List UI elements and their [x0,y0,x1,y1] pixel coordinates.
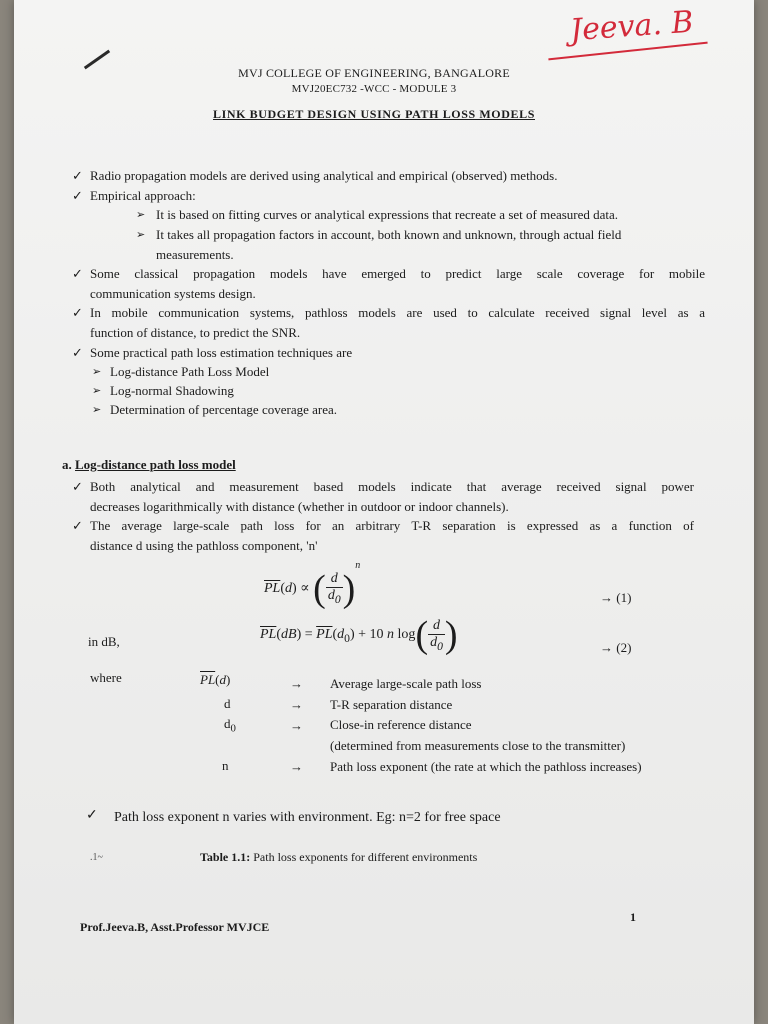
bullet-2: Empirical approach: [90,188,196,203]
arrow-bullet-icon: ➢ [92,404,102,416]
equation-1: $\overline{PL}(d)$ ∝ ( $\frac{d}{d_0}$ )$^n$ [264,560,361,610]
document-page [14,0,754,1024]
section-prefix: a. [62,457,72,472]
arrow-icon: → [290,676,303,691]
bullet-2b-line2: measurements. [156,247,234,262]
section-bullet-1-line1: Both analytical and measurement based models indicate that average received signal power [90,479,694,494]
section-heading [62,457,236,473]
arrow-bullet-icon: ➢ [92,385,102,397]
symbol-d0: $d_0$ [224,716,236,735]
def-d0-note: (determined from measurements close to the transmitter) [330,738,626,753]
in-db-label: in dB, [88,634,120,649]
page-number: 1 [630,910,636,924]
section-bullet-2-line2: distance d using the pathloss component, 'n' [90,538,318,553]
check-icon: ✓ [72,479,83,494]
bullet-2a: It is based on fitting curves or analytical expressions that recreate a set of measured data. [156,207,619,222]
arrow-icon: → [290,697,303,712]
technique-3: Determination of percentage coverage area. [110,402,338,417]
bullet-4-line2: function of distance, to predict the SNR. [90,325,301,340]
stray-mark: .1~ [90,852,103,863]
bullet-4-line1: In mobile communication systems, pathloss models are used to calculate received signal level as a [90,305,705,320]
bullet-3-line1: Some classical propagation models have emerged to predict large scale coverage for mobile [90,266,705,281]
technique-2: Log-normal Shadowing [110,383,234,398]
technique-1: Log-distance Path Loss Model [110,364,270,379]
check-icon: ✓ [72,188,83,203]
arrow-bullet-icon: ➢ [136,209,146,221]
arrow-bullet-icon: ➢ [136,229,146,241]
arrow-bullet-icon: ➢ [92,366,102,378]
def-pl: Average large-scale path loss [330,676,482,691]
handwritten-signature: Jeeva. B [568,4,695,49]
equation-2-number: → (2) [600,640,632,655]
equation-1-number: → (1) [600,590,632,605]
college-name: MVJ COLLEGE OF ENGINEERING, BANGALORE [238,66,510,80]
check-icon: ✓ [72,345,83,360]
symbol-d: d [224,696,231,711]
page-title: LINK BUDGET DESIGN USING PATH LOSS MODELS [212,107,535,121]
section-bullet-1-line2: decreases logarithmically with distance (whether in outdoor or indoor channels). [90,499,509,514]
arrow-icon: → [290,759,303,774]
def-d0: Close-in reference distance [330,717,472,732]
check-icon: ✓ [72,518,83,533]
caption-label: Table 1.1: [200,850,251,864]
check-icon: ✓ [72,266,83,281]
document-header [184,66,564,122]
course-code: MVJ20EC732 -WCC - MODULE 3 [291,83,457,95]
section-title: Log-distance path loss model [75,457,236,472]
check-icon: ✓ [86,808,98,823]
table-caption [200,850,477,865]
where-label: where [90,670,122,685]
bullet-5: Some practical path loss estimation techniques are [90,345,353,360]
check-icon: ✓ [72,305,83,320]
symbol-n: n [222,758,229,773]
section-bullet-2-line1: The average large-scale path loss for an arbitrary T-R separation is expressed as a function of [90,518,694,533]
exponent-note: Path loss exponent n varies with environment. Eg: n=2 for free space [114,810,501,825]
def-n: Path loss exponent (the rate at which the pathloss increases) [330,759,642,774]
pen-mark [84,50,110,70]
equation-2: $\overline{PL}(dB) = \overline{PL}(d_0) + 10$ n log( $\frac{d}{d_0}$ ) [260,614,458,656]
def-d: T-R separation distance [330,697,453,712]
arrow-icon: → [290,718,303,733]
check-icon: ✓ [72,168,83,183]
symbol-pl: $\overline{PL}(d)$ [200,672,231,687]
caption-text: Path loss exponents for different environments [253,850,478,864]
footer-author: Prof.Jeeva.B, Asst.Professor MVJCE [80,920,270,934]
bullet-2b-line1: It takes all propagation factors in account, both known and unknown, through actual field [156,227,622,242]
bullet-1: Radio propagation models are derived using analytical and empirical (observed) methods. [90,168,558,183]
bullet-3-line2: communication systems design. [90,286,256,301]
